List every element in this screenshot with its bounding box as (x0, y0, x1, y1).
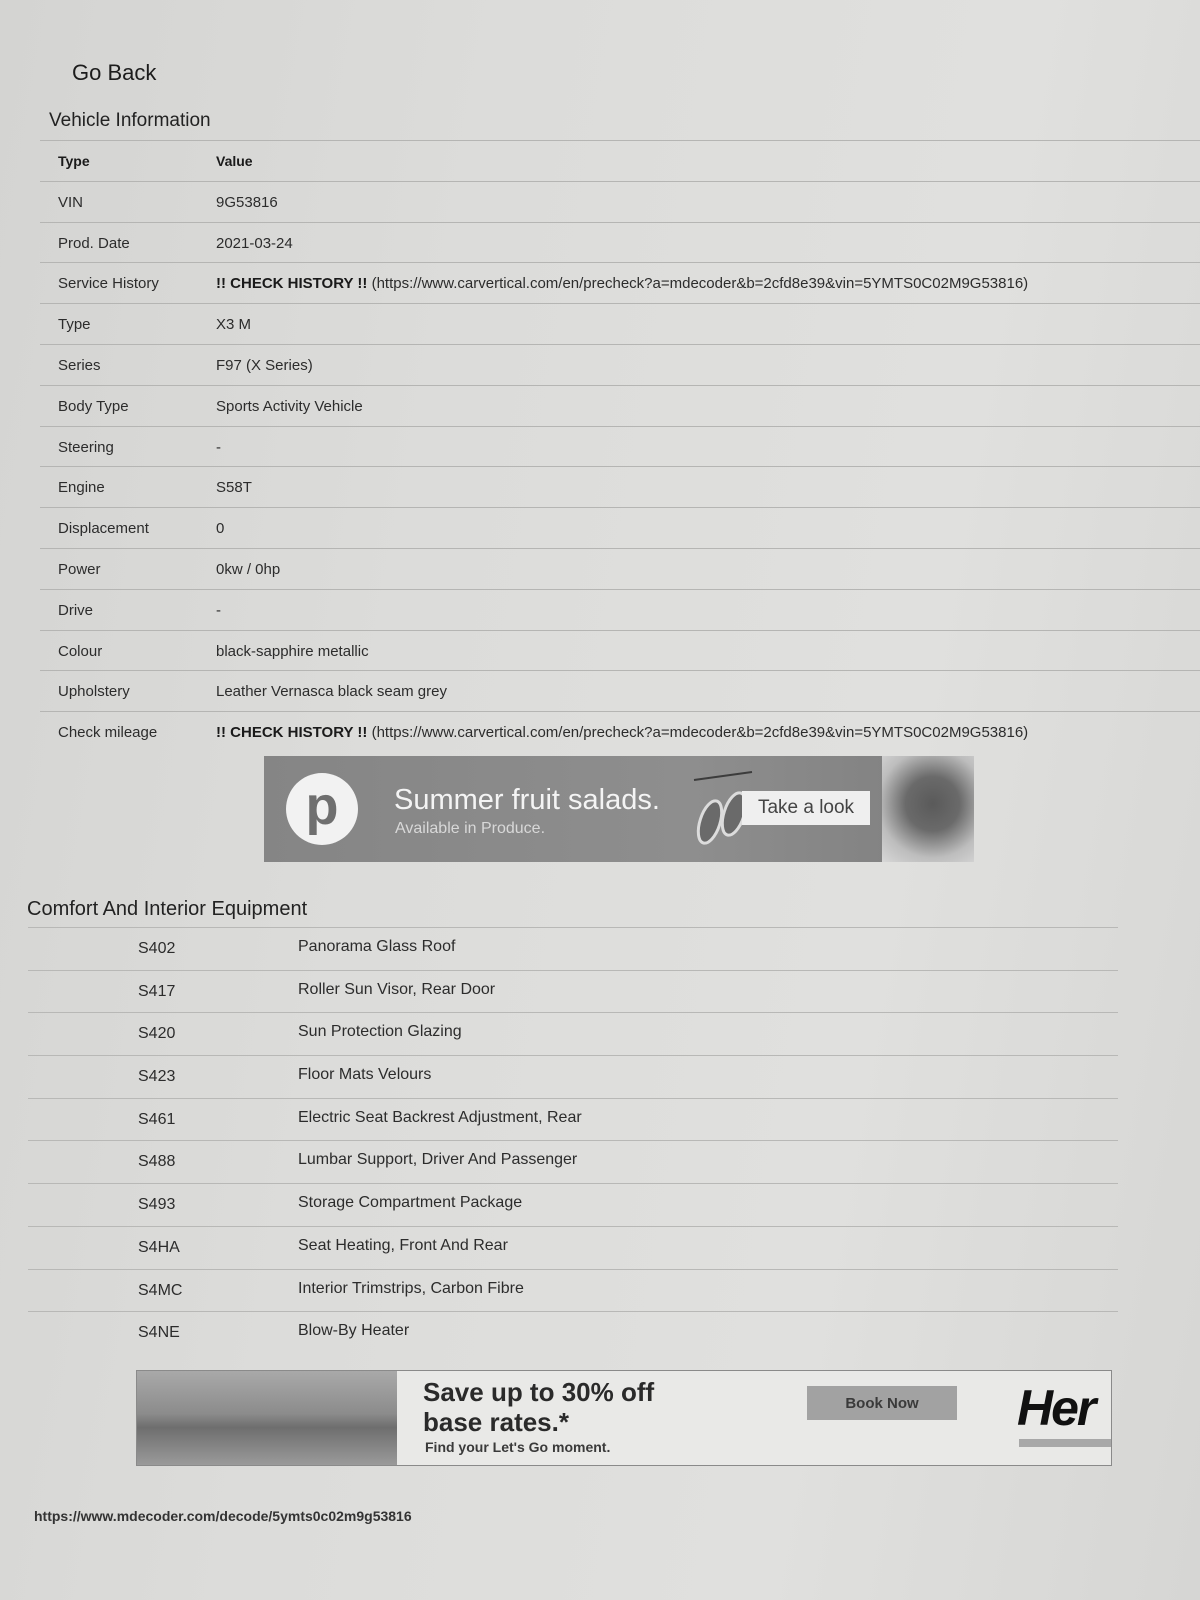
option-code: S461 (138, 1110, 176, 1128)
book-now-button[interactable]: Book Now (807, 1386, 957, 1420)
row-type: Prod. Date (58, 234, 130, 252)
column-header-value: Value (216, 153, 253, 169)
option-code: S488 (138, 1153, 176, 1171)
row-type: Type (58, 316, 91, 334)
comfort-interior-title: Comfort And Interior Equipment (27, 898, 308, 920)
option-description: Roller Sun Visor, Rear Door (298, 980, 496, 998)
row-value: 2021-03-24 (216, 234, 293, 252)
brand-underline (1019, 1439, 1111, 1447)
option-code: S402 (138, 940, 176, 957)
table-row (40, 466, 1200, 507)
go-back-link[interactable]: Go Back (72, 60, 157, 85)
option-description: Storage Compartment Package (298, 1194, 523, 1212)
brand-logo: Her (1017, 1380, 1095, 1436)
produce-ad-banner[interactable] (264, 756, 974, 862)
row-type: Drive (58, 601, 94, 619)
option-description: Lumbar Support, Driver And Passenger (298, 1151, 578, 1169)
store-logo-icon: p (286, 773, 358, 845)
row-value: - (216, 438, 221, 456)
comfort-equipment-table (28, 927, 1118, 1354)
table-row (28, 1269, 1118, 1312)
option-description: Panorama Glass Roof (298, 938, 456, 955)
ad-headline: Summer fruit salads. (394, 784, 660, 816)
row-value: 0kw / 0hp (216, 560, 281, 578)
row-type: Upholstery (58, 683, 130, 701)
table-row (40, 711, 1200, 752)
table-row (28, 1183, 1118, 1226)
vehicle-information-table (40, 140, 1200, 752)
table-row (40, 507, 1200, 548)
row-value: black-sapphire metallic (216, 642, 369, 660)
table-row (40, 181, 1200, 222)
table-row (28, 1012, 1118, 1055)
table-row (28, 1226, 1118, 1269)
row-type: Steering (58, 438, 114, 456)
table-row (40, 548, 1200, 589)
option-description: Blow-By Heater (298, 1322, 410, 1340)
table-row (40, 426, 1200, 467)
option-code: S4NE (138, 1324, 180, 1342)
row-value: - (216, 601, 221, 619)
option-code: S423 (138, 1068, 176, 1086)
row-value: Leather Vernasca black seam grey (216, 683, 447, 701)
row-type: Engine (58, 479, 105, 497)
table-row (40, 222, 1200, 263)
option-description: Seat Heating, Front And Rear (298, 1236, 508, 1254)
table-row (40, 385, 1200, 426)
option-code: S420 (138, 1025, 176, 1043)
row-value: X3 M (216, 316, 252, 334)
table-row (40, 589, 1200, 630)
option-code: S493 (138, 1196, 176, 1214)
column-header-type: Type (58, 153, 90, 169)
table-header-row (40, 140, 1200, 181)
row-value: S58T (216, 479, 252, 497)
vehicle-information-title: Vehicle Information (49, 110, 211, 131)
row-value: 0 (216, 520, 225, 538)
check-history-link[interactable]: (https://www.carvertical.com/en/precheck?a=mdecoder&b=2cfd8e39&vin=5YMTS0C02M9G53816) (367, 275, 1029, 293)
row-value: F97 (X Series) (216, 356, 313, 374)
option-description: Interior Trimstrips, Carbon Fibre (298, 1279, 524, 1297)
table-row (28, 1098, 1118, 1141)
table-row (28, 927, 1118, 970)
row-type: Body Type (58, 397, 129, 415)
table-row (28, 1311, 1118, 1354)
row-value[interactable] (216, 275, 1028, 292)
table-row (28, 1055, 1118, 1098)
table-row (28, 970, 1118, 1013)
take-a-look-button[interactable]: Take a look (742, 791, 870, 825)
row-type: Displacement (58, 520, 149, 538)
row-value[interactable] (216, 724, 1028, 741)
table-row (40, 303, 1200, 344)
option-description: Electric Seat Backrest Adjustment, Rear (298, 1108, 582, 1126)
option-description: Sun Protection Glazing (298, 1023, 462, 1041)
ad2-subheadline: Find your Let's Go moment. (425, 1439, 611, 1455)
ad-photo-image (137, 1371, 397, 1465)
row-value: 9G53816 (216, 193, 278, 211)
option-code: S4MC (138, 1281, 183, 1299)
check-history-label[interactable]: !! CHECK HISTORY !! (216, 724, 368, 742)
page-url: https://www.mdecoder.com/decode/5ymts0c02m9g53816 (34, 1508, 412, 1524)
table-row (40, 344, 1200, 385)
option-code: S4HA (138, 1238, 180, 1256)
option-code: S417 (138, 982, 176, 1000)
rental-ad-banner[interactable] (136, 1370, 1112, 1466)
ad-subheadline: Available in Produce. (395, 820, 546, 837)
ad2-headline: Save up to 30% off base rates.* (423, 1377, 655, 1437)
fruit-salad-image (882, 756, 974, 862)
table-row (40, 262, 1200, 303)
table-row (40, 670, 1200, 711)
check-history-link[interactable]: (https://www.carvertical.com/en/precheck?a=mdecoder&b=2cfd8e39&vin=5YMTS0C02M9G53816) (367, 724, 1029, 742)
row-type: VIN (58, 193, 84, 211)
check-history-label[interactable]: !! CHECK HISTORY !! (216, 275, 368, 293)
table-row (28, 1140, 1118, 1183)
row-type: Power (58, 560, 101, 578)
row-type: Service History (58, 275, 159, 293)
table-row (40, 630, 1200, 671)
row-type: Check mileage (58, 724, 158, 742)
row-type: Series (58, 356, 101, 374)
row-type: Colour (58, 642, 103, 660)
row-value: Sports Activity Vehicle (216, 397, 363, 415)
option-description: Floor Mats Velours (298, 1066, 432, 1084)
